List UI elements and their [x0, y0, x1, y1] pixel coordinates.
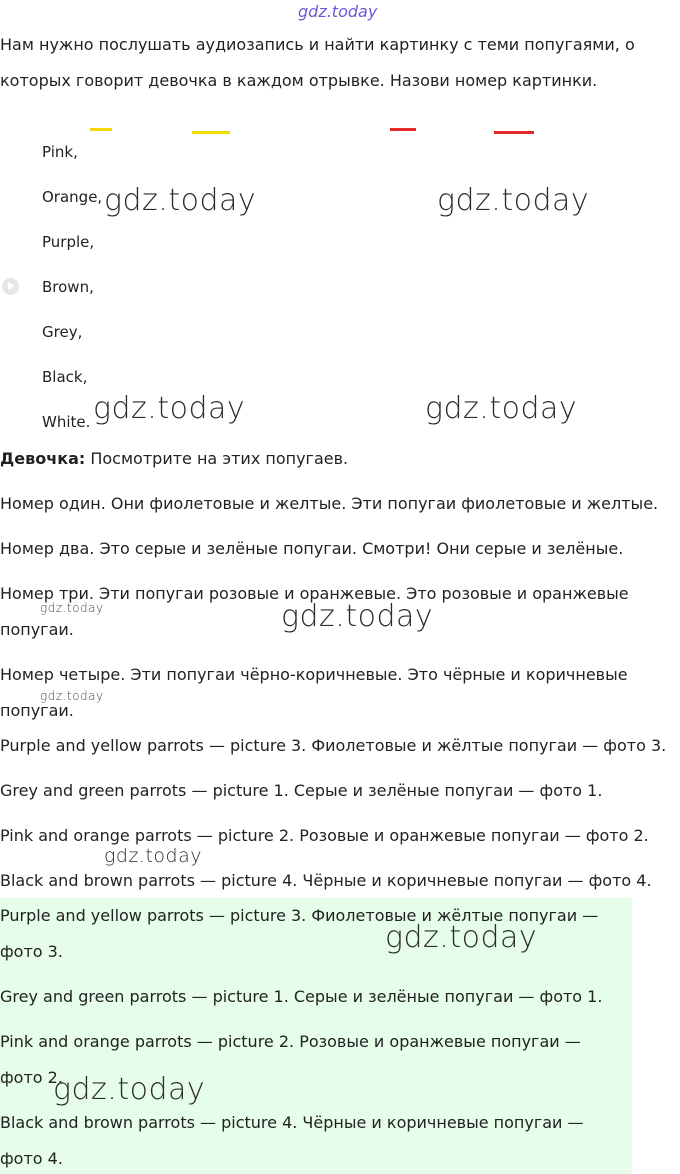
watermark: gdz.today [104, 183, 257, 218]
image-fragment-1 [90, 128, 112, 131]
watermark: gdz.today [437, 183, 590, 218]
watermark: gdz.today [385, 920, 538, 955]
dialogue-line-3a: Номер три. Эти попугаи розовые и оранжевые. Это розовые и оранжевые [0, 584, 629, 603]
watermark: gdz.today [93, 391, 246, 426]
color-item-orange: Orange, [42, 188, 103, 206]
dialogue-line-3b: попугаи. [0, 620, 74, 639]
color-item-brown: Brown, [42, 278, 94, 296]
audio-play-icon[interactable] [2, 278, 19, 295]
watermark: gdz.today [40, 689, 104, 703]
intro-line-1: Нам нужно послушать аудиозапись и найти картинку с теми попугаями, о [0, 35, 635, 54]
dialogue-line-4b: попугаи. [0, 701, 74, 720]
watermark: gdz.today [281, 599, 434, 634]
color-item-pink: Pink, [42, 143, 78, 161]
highlighted-answer-1b: фото 3. [0, 942, 63, 961]
site-logo[interactable]: gdz.today [298, 2, 378, 21]
highlighted-answer-3b: фото 2. [0, 1068, 63, 1087]
watermark: gdz.today [104, 845, 202, 867]
watermark: gdz.today [425, 391, 578, 426]
color-item-purple: Purple, [42, 233, 95, 251]
intro-line-2: которых говорит девочка в каждом отрывке. Назови номер картинки. [0, 71, 598, 90]
highlighted-answer-4b: фото 4. [0, 1149, 63, 1168]
color-item-white: White. [42, 413, 91, 431]
answer-line-4: Black and brown parrots — picture 4. Чёрные и коричневые попугаи — фото 4. [0, 871, 652, 890]
watermark: gdz.today [53, 1072, 206, 1107]
answer-line-1: Purple and yellow parrots — picture 3. Фиолетовые и жёлтые попугаи — фото 3. [0, 736, 667, 755]
dialogue-line-2: Номер два. Это серые и зелёные попугаи. Смотри! Они серые и зелёные. [0, 539, 624, 558]
answer-line-2: Grey and green parrots — picture 1. Серые и зелёные попугаи — фото 1. [0, 781, 603, 800]
color-item-grey: Grey, [42, 323, 83, 341]
watermark: gdz.today [40, 601, 104, 615]
dialogue-line-4a: Номер четыре. Эти попугаи чёрно-коричневые. Это чёрные и коричневые [0, 665, 628, 684]
dialogue-line-1: Номер один. Они фиолетовые и желтые. Эти попугаи фиолетовые и желтые. [0, 494, 659, 513]
highlighted-answer-2: Grey and green parrots — picture 1. Серые и зелёные попугаи — фото 1. [0, 987, 603, 1006]
highlighted-answer-4a: Black and brown parrots — picture 4. Чёрные и коричневые попугаи — [0, 1113, 584, 1132]
image-fragment-2 [192, 131, 230, 134]
highlighted-answer-3a: Pink and orange parrots — picture 2. Розовые и оранжевые попугаи — [0, 1032, 581, 1051]
dialogue-intro [0, 448, 348, 470]
answer-line-3: Pink and orange parrots — picture 2. Розовые и оранжевые попугаи — фото 2. [0, 826, 649, 845]
dialogue-intro-text: Посмотрите на этих попугаев. [90, 449, 349, 468]
highlighted-answer-1a: Purple and yellow parrots — picture 3. Фиолетовые и жёлтые попугаи — [0, 906, 599, 925]
image-fragment-3 [390, 128, 416, 131]
speaker-label: Девочка: [0, 449, 86, 468]
color-item-black: Black, [42, 368, 88, 386]
image-fragment-4 [494, 131, 534, 134]
